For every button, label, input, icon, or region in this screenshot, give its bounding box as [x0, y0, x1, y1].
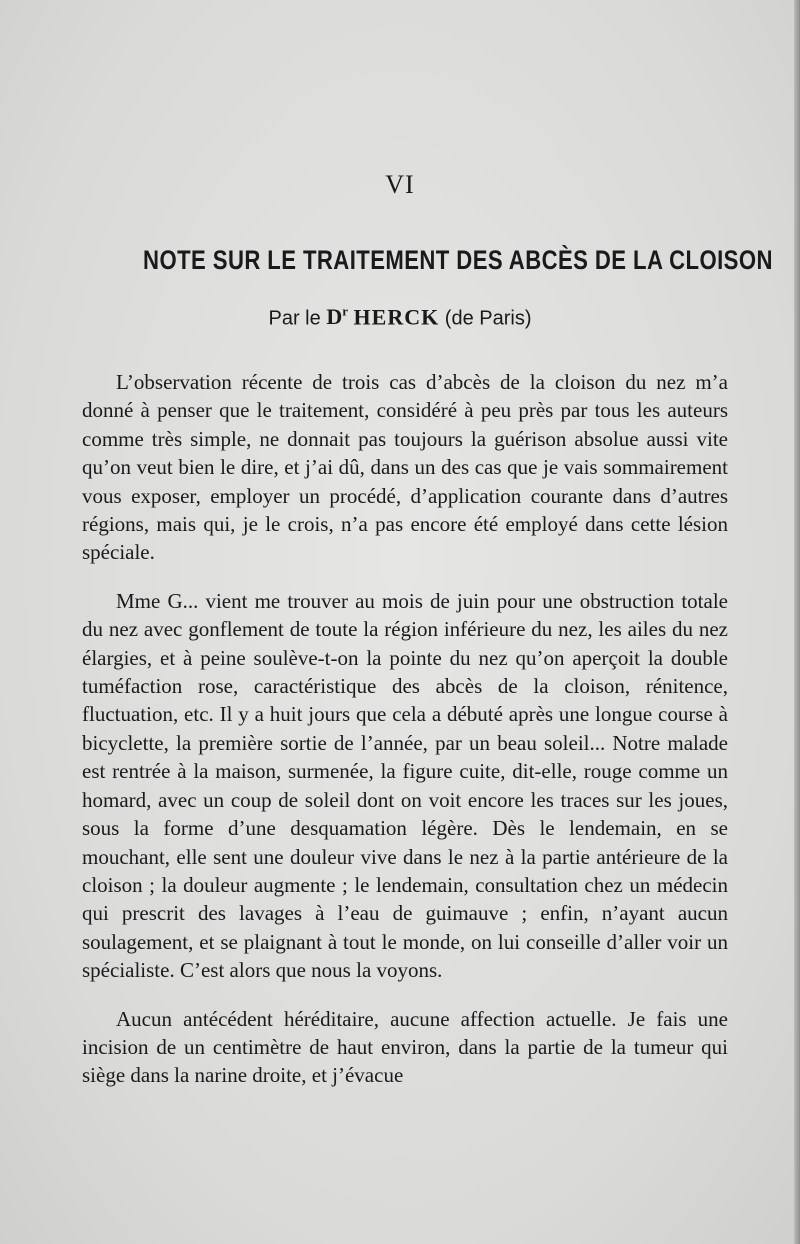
body-text: [82, 368, 728, 1108]
byline-affiliation: (de Paris): [444, 307, 532, 330]
byline: [0, 304, 800, 330]
paragraph: Aucun antécédent héréditaire, aucune affection actuelle. Je fais une incision de un centimètre de haut environ, dans la partie de la tumeur qui siège dans la narine droite, et j’évacue: [82, 1006, 728, 1088]
paragraph: Mme G... vient me trouver au mois de juin pour une obstruction totale du nez avec gonflement de toute la région inférieure du nez, les ailes du nez élargies, et à peine soulève-t-on la pointe du nez qu’on aperçoit la double tuméfaction rose, caractéristique des abcès de la cloison, rénitence, fluctuation, etc. Il y a huit jours que cela a débuté après une longue course à bicyclette, la première sortie de l’année, par un beau soleil... Notre malade est rentrée à la maison, surmenée, la figure cuite, dit-elle, rouge comme un homard, avec un coup de soleil dont on voit encore les traces sur les joues, sous la forme d’une desquamation légère. Dès le lendemain, en se mouchant, elle sent une douleur vive dans le nez à la partie antérieure de la cloison ; la douleur augmente ; le lendemain, consultation chez un médecin qui prescrit des lavages à l’eau de guimauve ; enfin, n’ayant aucun soulagement, et se plaignant à tout le monde, on lui conseille d’aller voir un spécialiste. C’est alors que nous la voyons.: [82, 588, 728, 983]
paragraph: L’observation récente de trois cas d’abcès de la cloison du nez m’a donné à penser que le traitement, considéré à peu près par tous les auteurs comme très simple, ne donnait pas toujours la guérison absolue aussi vite qu’on veut bien le dire, et j’ai dû, dans un des cas que je vais sommairement vous exposer, employer un procédé, d’application courante dans d’autres régions, mais qui, je le crois, n’a pas encore été employé dans cette lésion spéciale.: [82, 370, 728, 565]
byline-doctor-title: $D^r$: [326, 304, 348, 330]
chapter-number: VI: [385, 170, 415, 199]
byline-prefix: Par le: [268, 307, 321, 330]
article-title: NOTE SUR LE TRAITEMENT DES ABCÈS DE LA CLOISON: [143, 245, 773, 275]
byline-author: HERCK: [353, 304, 440, 330]
